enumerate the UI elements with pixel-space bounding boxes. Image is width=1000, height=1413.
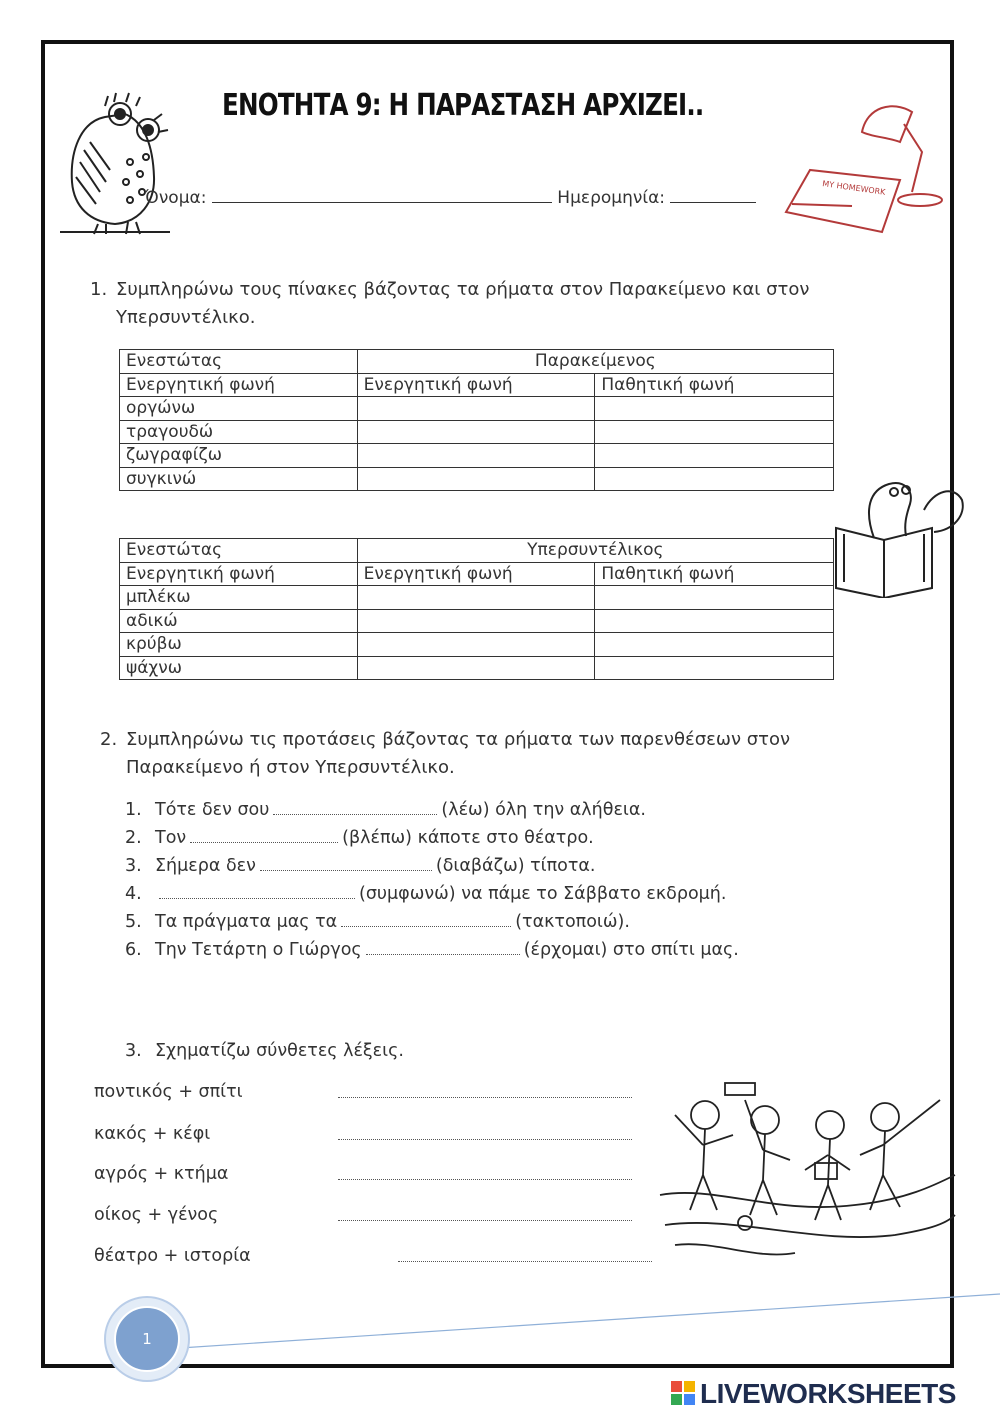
verb-cell: τραγουδώ <box>120 420 358 444</box>
compound-word-item: θέατρο + ιστορία <box>94 1246 251 1266</box>
compound-word-item: οίκος + γένος <box>94 1205 219 1225</box>
answer-blank[interactable] <box>338 1220 632 1221</box>
table1-tense-header: Παρακείμενος <box>357 350 833 374</box>
answer-blank[interactable] <box>366 942 520 955</box>
table2-sub-active: Ενεργητική φωνή <box>120 562 358 586</box>
sentence-item <box>125 912 630 932</box>
exercise2-number: 2. <box>100 729 118 750</box>
sentence-before: Τον <box>155 828 187 848</box>
answer-blank[interactable] <box>260 858 432 871</box>
sentence-number: 6. <box>125 940 142 960</box>
answer-blank[interactable] <box>190 830 338 843</box>
footer-line <box>180 1290 1000 1350</box>
sentence-item <box>125 884 726 904</box>
exercise1-instructions <box>90 276 809 332</box>
sentence-after: (έρχομαι) στο σπίτι μας. <box>523 940 739 960</box>
sentence-number: 4. <box>125 884 142 904</box>
sentence-number: 2. <box>125 828 142 848</box>
sentence-before: Τα πράγματα μας τα <box>155 912 338 932</box>
exercise1-line2: Υπερσυντέλικο. <box>116 307 256 328</box>
exercise3-number: 3. <box>125 1041 142 1061</box>
sentence-item <box>125 828 594 848</box>
verb-cell: οργώνω <box>120 397 358 421</box>
table-row <box>120 444 834 468</box>
verb-cell: ζωγραφίζω <box>120 444 358 468</box>
sentence-after: (βλέπω) κάποτε στο θέατρο. <box>342 828 594 848</box>
table2-tense-header: Υπερσυντέλικος <box>357 539 833 563</box>
answer-blank[interactable] <box>273 802 437 815</box>
sentence-item <box>125 800 646 820</box>
answer-cell[interactable] <box>595 420 834 444</box>
sentence-number: 5. <box>125 912 142 932</box>
table-row <box>120 420 834 444</box>
sentence-item <box>125 940 739 960</box>
answer-cell[interactable] <box>357 420 595 444</box>
table1-col1-header: Ενεστώτας <box>120 350 358 374</box>
sentence-after: (συμφωνώ) να πάμε το Σάββατο εκδρομή. <box>359 884 727 904</box>
answer-blank[interactable] <box>398 1261 652 1262</box>
verb-cell: ψάχνω <box>120 656 358 680</box>
table-row <box>120 609 834 633</box>
answer-cell[interactable] <box>595 444 834 468</box>
answer-blank[interactable] <box>338 1179 632 1180</box>
answer-cell[interactable] <box>357 656 595 680</box>
sentence-before: Την Τετάρτη ο Γιώργος <box>155 940 362 960</box>
exercise1-line1: Συμπληρώνω τους πίνακες βάζοντας τα ρήματα στον Παρακείμενο και στον <box>116 279 810 300</box>
name-date-row <box>145 188 756 208</box>
table1-sub-passive: Παθητική φωνή <box>595 373 834 397</box>
exercise2-line2: Παρακείμενο ή στον Υπερσυντέλικο. <box>126 757 455 778</box>
compound-word-item: ποντικός + σπίτι <box>94 1082 243 1102</box>
lamp-homework-illustration <box>782 82 957 240</box>
answer-cell[interactable] <box>595 397 834 421</box>
answer-cell[interactable] <box>357 444 595 468</box>
table-row <box>120 397 834 421</box>
page-number-badge <box>104 1296 190 1382</box>
sentence-number: 3. <box>125 856 142 876</box>
sentence-after: (διαβάζω) τίποτα. <box>435 856 596 876</box>
table1-sub-active2: Ενεργητική φωνή <box>357 373 595 397</box>
sentence-item <box>125 856 595 876</box>
answer-cell[interactable] <box>357 586 595 610</box>
sentence-before: Σήμερα δεν <box>155 856 256 876</box>
table1-sub-active: Ενεργητική φωνή <box>120 373 358 397</box>
page-title: ΕΝΟΤΗΤΑ 9: Η ΠΑΡΑΣΤΑΣΗ ΑΡΧΙΖΕΙ.. <box>222 88 704 123</box>
compound-word-item: κακός + κέφι <box>94 1124 211 1144</box>
answer-cell[interactable] <box>595 467 834 491</box>
sentence-after: (τακτοποιώ). <box>515 912 630 932</box>
answer-cell[interactable] <box>595 656 834 680</box>
sentence-before: Τότε δεν σου <box>155 800 270 820</box>
answer-cell[interactable] <box>595 586 834 610</box>
table-row <box>120 633 834 657</box>
answer-cell[interactable] <box>357 633 595 657</box>
brand-name: LIVEWORKSHEETS <box>700 1378 956 1409</box>
homework-label: MY HOMEWORK <box>821 179 886 197</box>
ypersyntelikos-table <box>119 538 834 680</box>
table-row <box>120 586 834 610</box>
table2-sub-passive: Παθητική φωνή <box>595 562 834 586</box>
owl-illustration <box>50 92 180 240</box>
exercise3-title: Σχηματίζω σύνθετες λέξεις. <box>155 1041 404 1061</box>
exercise3-instructions <box>125 1041 404 1061</box>
answer-cell[interactable] <box>357 397 595 421</box>
verb-cell: συγκινώ <box>120 467 358 491</box>
table2-col1-header: Ενεστώτας <box>120 539 358 563</box>
table2-sub-active2: Ενεργητική φωνή <box>357 562 595 586</box>
exercise2-line1: Συμπληρώνω τις προτάσεις βάζοντας τα ρήματα των παρενθέσεων στον <box>126 729 791 750</box>
date-input-line[interactable] <box>670 188 756 203</box>
date-label: Ημερομηνία: <box>557 188 666 208</box>
answer-blank[interactable] <box>338 1139 632 1140</box>
exercise2-instructions <box>100 726 790 782</box>
answer-cell[interactable] <box>595 609 834 633</box>
verb-cell: αδικώ <box>120 609 358 633</box>
answer-cell[interactable] <box>595 633 834 657</box>
page-number: 1 <box>114 1306 180 1372</box>
liveworksheets-logo-icon <box>670 1380 696 1406</box>
sentence-after: (λέω) όλη την αλήθεια. <box>441 800 646 820</box>
table-row <box>120 656 834 680</box>
verb-cell: κρύβω <box>120 633 358 657</box>
answer-cell[interactable] <box>357 609 595 633</box>
name-input-line[interactable] <box>212 188 552 203</box>
parakeimenos-table <box>119 349 834 491</box>
name-label: Όνομα: <box>145 188 207 208</box>
children-illustration <box>655 1075 960 1275</box>
verb-cell: μπλέκω <box>120 586 358 610</box>
sentence-number: 1. <box>125 800 142 820</box>
answer-cell[interactable] <box>357 467 595 491</box>
exercise1-number: 1. <box>90 279 108 300</box>
reading-creature-illustration <box>834 470 974 598</box>
compound-word-item: αγρός + κτήμα <box>94 1164 229 1184</box>
answer-blank[interactable] <box>341 914 511 927</box>
table-row <box>120 467 834 491</box>
answer-blank[interactable] <box>338 1097 632 1098</box>
answer-blank[interactable] <box>159 886 355 899</box>
